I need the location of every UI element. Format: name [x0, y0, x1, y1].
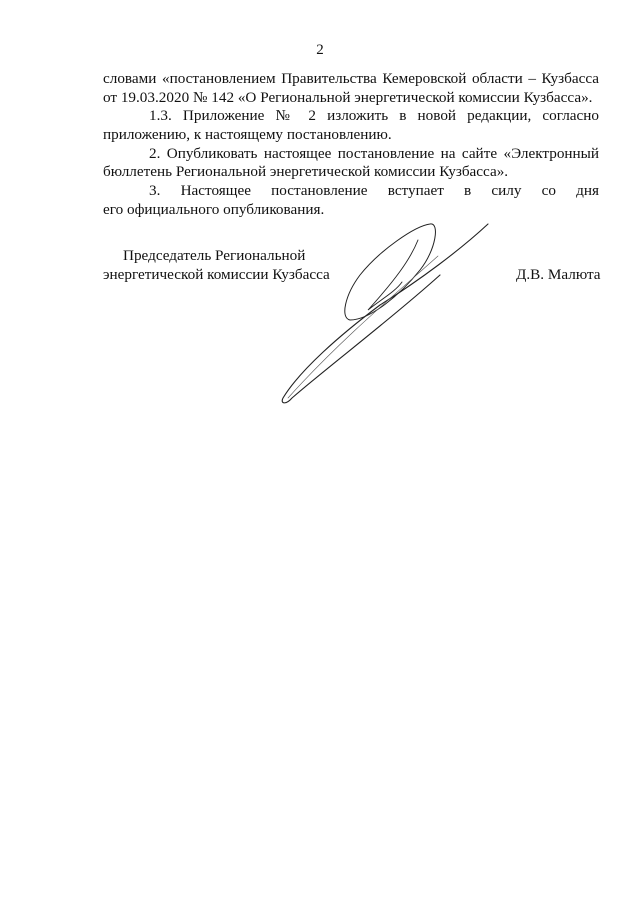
signatory-title-line: Председатель Региональной [123, 247, 306, 264]
text-line: 1.3. Приложение № 2 изложить в новой редакции, согласно [149, 107, 599, 125]
text-line: словами «постановлением Правительства Кемеровской области – Кузбасса [103, 70, 599, 87]
text-line: 3. Настоящее постановление вступает в силу со дня [149, 182, 599, 200]
signature-inner-stroke [368, 240, 418, 310]
page-number: 2 [316, 42, 324, 58]
document-body [103, 70, 599, 220]
signatory-title-line: энергетической комиссии Кузбасса [103, 265, 330, 283]
signature-long-stroke [282, 224, 488, 403]
signature-thin-stroke [288, 256, 438, 398]
signature-loop [345, 224, 436, 320]
handwritten-signature [270, 210, 510, 410]
text-line: его официального опубликования. [103, 200, 325, 218]
signatory-name: Д.В. Малюта [516, 266, 601, 283]
text-line: 2. Опубликовать настоящее постановление на сайте «Электронный [149, 144, 599, 162]
text-line: приложению, к настоящему постановлению. [103, 126, 392, 144]
text-line: от 19.03.2020 № 142 «О Региональной энергетической комиссии Кузбасса». [103, 88, 593, 106]
text-line: бюллетень Региональной энергетической комиссии Кузбасса». [103, 163, 509, 181]
